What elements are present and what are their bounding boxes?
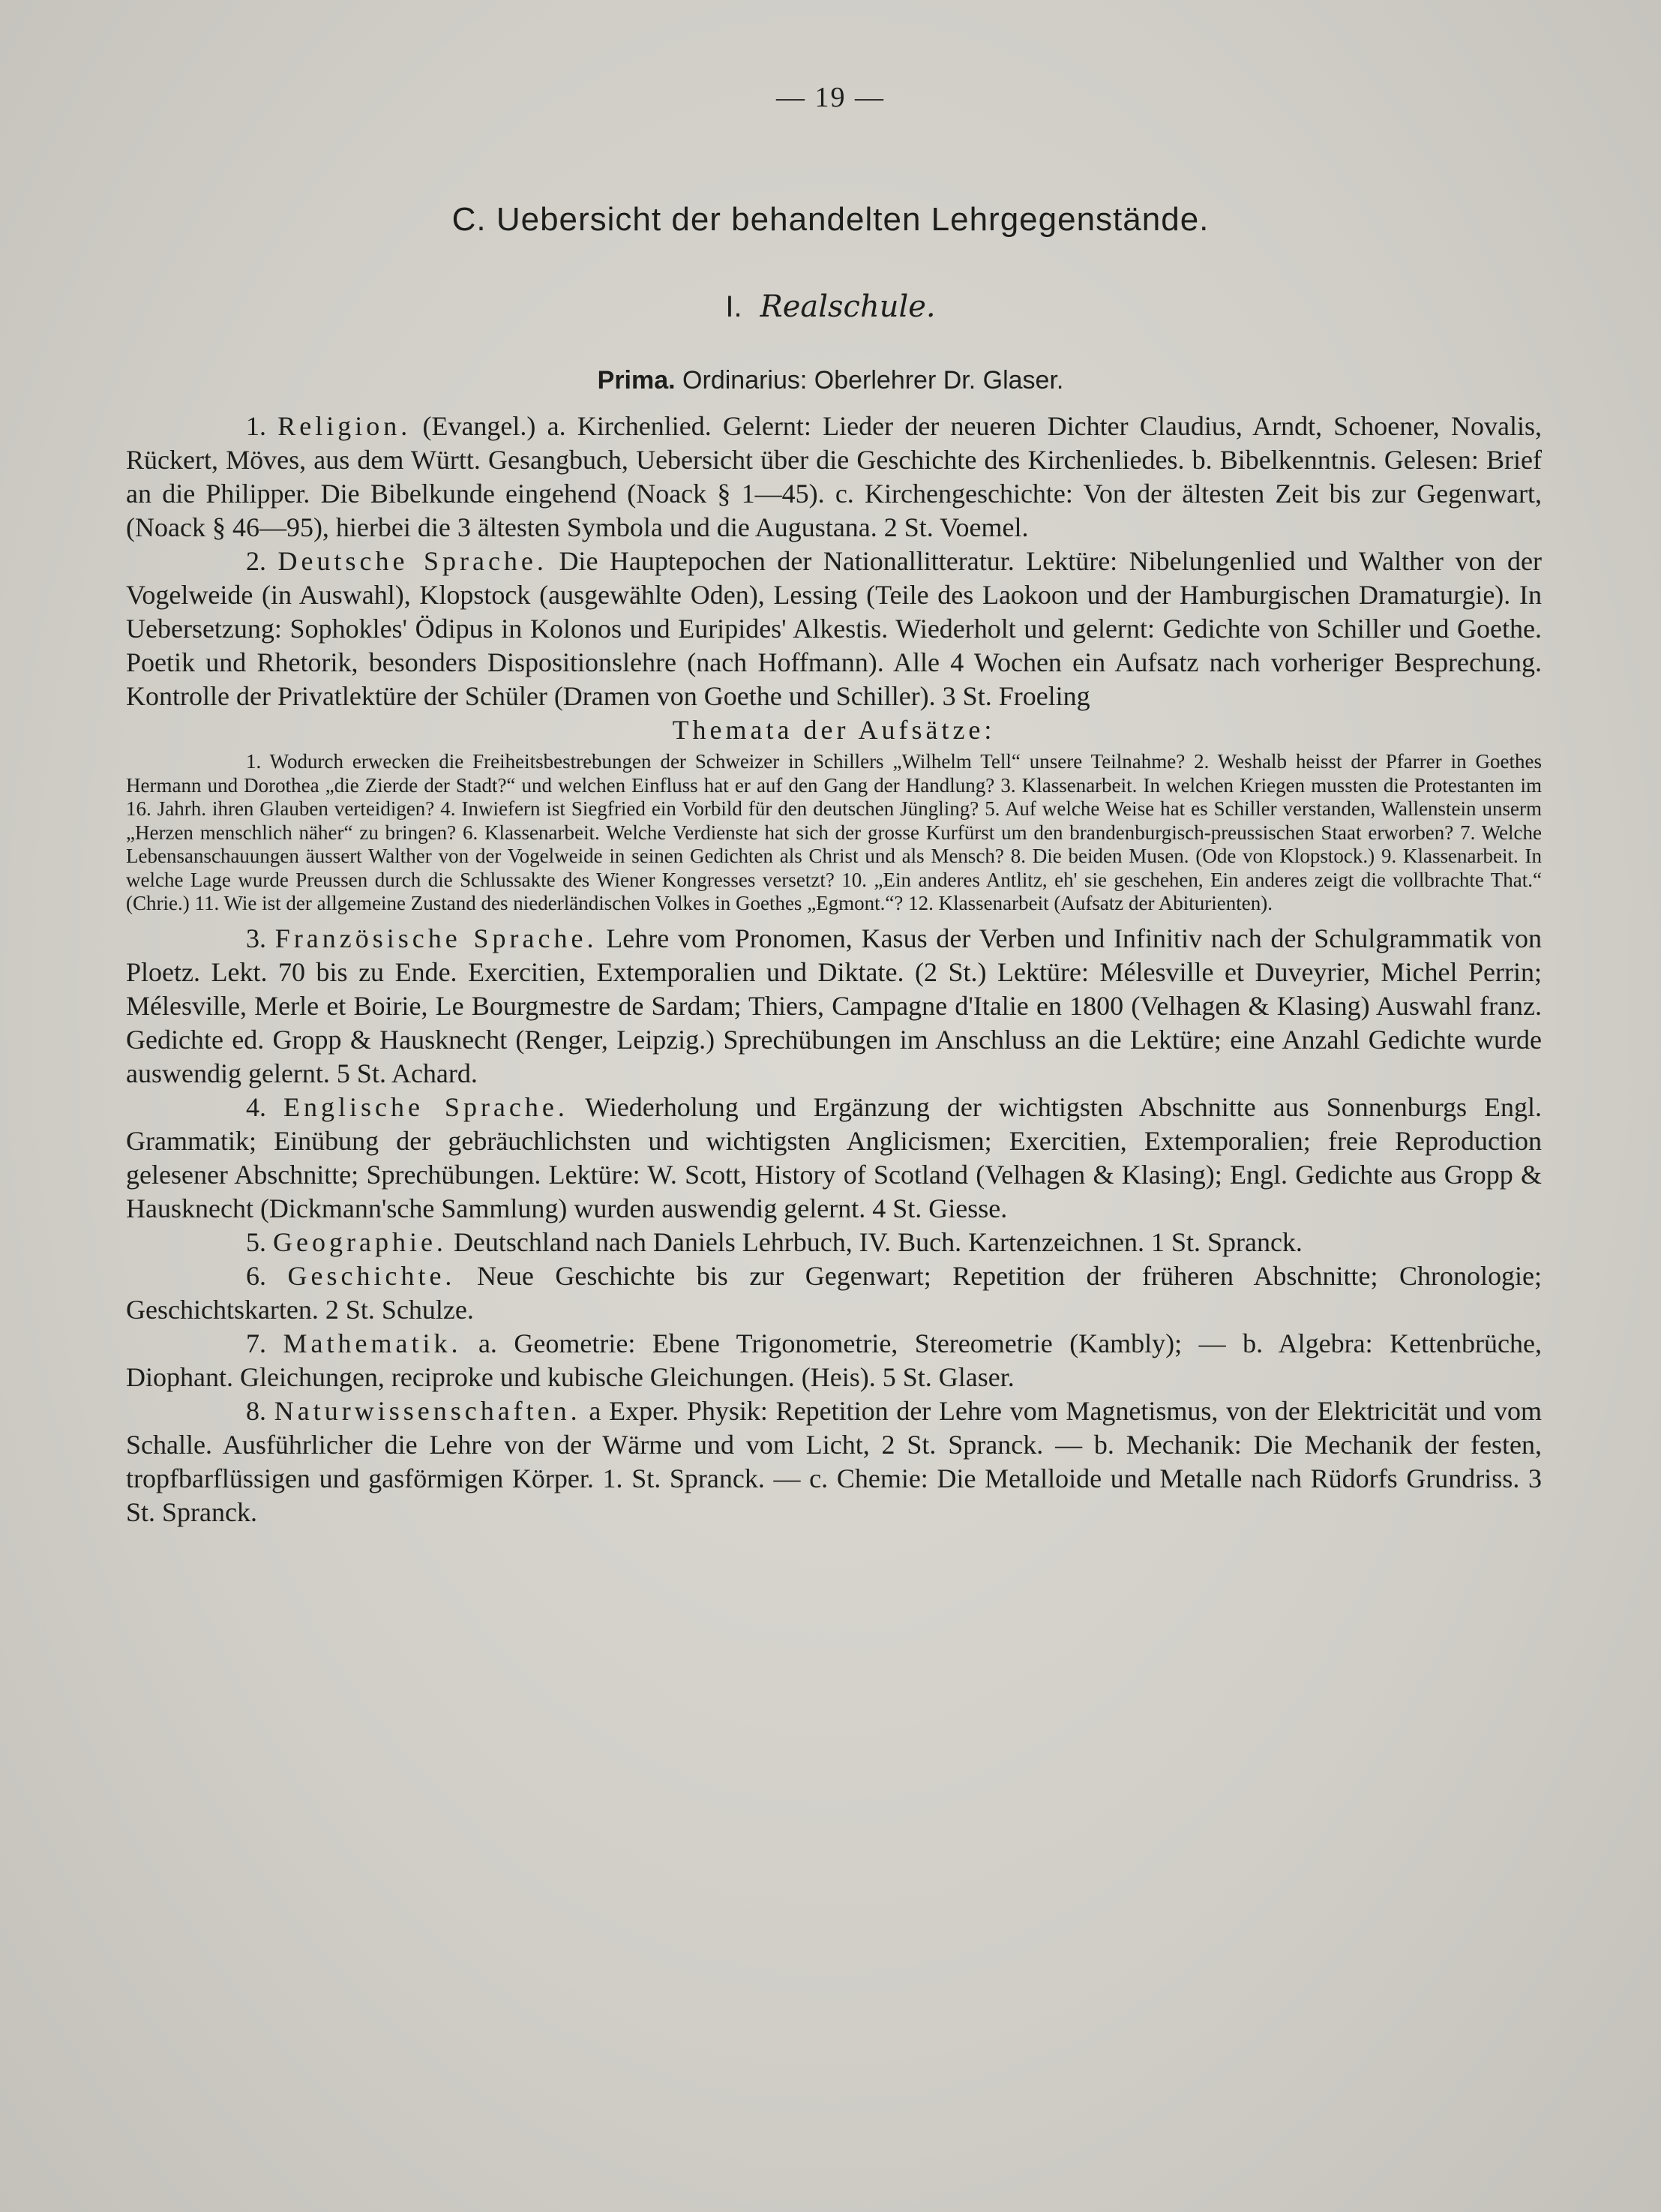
subject-title: Religion. [277, 411, 412, 441]
paragraph-naturwissenschaften: 8. Naturwissenschaften. a Exper. Physik: Repetition der Lehre vom Magnetismus, von der Elektricität und vom Schalle. Ausführlicher die Lehre von der Wärme und vom Licht, 2 St. Spranck. — b. Mechanik: Die Mechanik der festen, tropfbarflüssigen und gasförmigen Körper. 1. St. Spranck. — c. Chemie: Die Metalloide und Metalle nach Rüdorfs Grundriss. 3 St. Spranck. [126, 1395, 1543, 1527]
class-ordinarius: Ordinarius: Oberlehrer Dr. Glaser. [682, 366, 1064, 395]
subject-title: Naturwissenschaften. [274, 1395, 581, 1426]
paragraph-mathematik: 7. Mathematik. a. Geometrie: Ebene Trigonometrie, Stereometrie (Kambly); — b. Algebra: Kettenbrüche, Diophant. Gleichungen, reciproke und kubische Gleichungen. (Heis). 5 St. Glaser. [126, 1328, 1543, 1392]
document-body [126, 410, 1542, 1529]
paragraph-text: a Exper. Physik: Repetition der Lehre vom Magnetismus, von der Elektricität und vom Schalle. Ausführlicher die Lehre von der Wärme und vom Licht, 2 St. Spranck. — b. Mechanik: Die Mechanik der festen, tropfbarflüssigen und gasförmigen Körper. 1. St. Spranck. — c. Chemie: Die Metalloide und Metalle nach Rüdorfs Grundriss. 3 St. Spranck. [126, 1395, 1543, 1527]
paragraph-religion: 1. Religion. (Evangel.) a. Kirchenlied. Gelernt: Lieder der neueren Dichter Claudius, Arndt, Schoener, Novalis, Rückert, Möves, aus dem Württ. Gesangbuch, Uebersicht über die Geschichte des Kirchenliedes. b. Bibelkenntnis. Gelesen: Brief an die Philipper. Die Bibelkunde eingehend (Noack § 1—45). c. Kirchengeschichte: Von der ältesten Zeit bis zur Gegenwart, (Noack § 46—95), hierbei die 3 ältesten Symbola und die Augustana. 2 St. Voemel. [126, 411, 1543, 542]
page-title: C. Uebersicht der behandelten Lehrgegenstände. [451, 201, 1210, 238]
class-label: Prima. [597, 366, 676, 395]
class-heading [0, 366, 1661, 395]
subject-title: Französische Sprache. [274, 923, 598, 953]
paragraph-text: Wiederholung und Ergänzung der wichtigsten Abschnitte aus Sonnenburgs Engl. Grammatik; Einübung der gebräuchlichsten und wichtigsten Anglicismen; Exercitien, Extemporalien; freie Reproduction gelesener Abschnitte; Sprechübungen. Lektüre: W. Scott, History of Scotland (Velhagen & Klasing); Engl. Gedichte aus Gropp & Hausknecht (Dickmann'sche Sammlung) wurden auswendig gelernt. 4 St. Giesse. [126, 1091, 1543, 1223]
paragraph-deutsch: 2. Deutsche Sprache. Die Hauptepochen der Nationallitteratur. Lektüre: Nibelungenlied und Walther von der Vogelweide (in Auswahl), Klopstock (ausgewählte Oden), Lessing (Teile des Laokoon und der Hamburgischen Dramaturgie). In Uebersetzung: Sophokles' Ödipus in Kolonos und Euripides' Alkestis. Wiederholt und gelernt: Gedichte von Schiller und Goethe. Poetik und Rhetorik, besonders Dispositionslehre (nach Hoffmann). Alle 4 Wochen ein Aufsatz nach vorheriger Besprechung. Kontrolle der Privatlektüre der Schüler (Dramen von Goethe und Schiller). 3 St. Froeling [126, 546, 1543, 711]
subject-title: Geschichte. [287, 1260, 456, 1291]
subject-title: Deutsche Sprache. [277, 546, 547, 576]
section-subheading [0, 289, 1661, 324]
themata-list: 1. Wodurch erwecken die Freiheitsbestrebungen der Schweizer in Schillers „Wilhelm Tell“ unsere Teilnahme? 2. Weshalb heisst der Pfarrer in Goethes Hermann und Dorothea „die Zierde der Stadt?“ und welchen Einfluss hat er auf den Gang der Handlung? 3. Klassenarbeit. In welchen Kriegen mussten die Protestanten im 16. Jahrh. ihren Glauben verteidigen? 4. Inwiefern ist Siegfried ein Vorbild für den deutschen Jüngling? 5. Auf welche Weise hat es Schiller verstanden, Wallenstein unserm „Herzen menschlich näher“ zu bringen? 6. Klassenarbeit. Welche Verdienste hat sich der grosse Kurfürst um den brandenburgisch-preussischen Staat erworben? 7. Welche Lebensanschauungen äussert Walther von der Vogelweide in seinen Gedichten als Christ und als Mensch? 8. Die beiden Musen. (Ode von Klopstock.) 9. Klassenarbeit. In welche Lage wurde Preussen durch die Schlussakte des Wiener Kongresses versetzt? 10. „Ein anderes Antlitz, eh' sie geschehen, Ein anderes zeigt die vollbrachte That.“ (Chrie.) 11. Wie ist der allgemeine Zustand des niederländischen Volkes in Goethes „Egmont.“? 12. Klassenarbeit (Aufsatz der Abiturienten). [126, 750, 1542, 914]
paragraph-text: Deutschland nach Daniels Lehrbuch, IV. Buch. Kartenzeichnen. 1 St. Spranck. [453, 1226, 1303, 1257]
paragraph-geschichte: 6. Geschichte. Neue Geschichte bis zur Gegenwart; Repetition der früheren Abschnitte; Chronologie; Geschichtskarten. 2 St. Schulze. [126, 1260, 1543, 1325]
subject-title: Geographie. [273, 1226, 447, 1257]
paragraph-englisch: 4. Englische Sprache. Wiederholung und Ergänzung der wichtigsten Abschnitte aus Sonnenburgs Engl. Grammatik; Einübung der gebräuchlichsten und wichtigsten Anglicismen; Exercitien, Extemporalien; freie Reproduction gelesener Abschnitte; Sprechübungen. Lektüre: W. Scott, History of Scotland (Velhagen & Klasing); Engl. Gedichte aus Gropp & Hausknecht (Dickmann'sche Sammlung) wurden auswendig gelernt. 4 St. Giesse. [126, 1091, 1543, 1223]
subject-title: Mathematik. [283, 1328, 462, 1358]
paragraph-text: Lehre vom Pronomen, Kasus der Verben und Infinitiv nach der Schulgrammatik von Ploetz. Lekt. 70 bis zu Ende. Exercitien, Extemporalien und Diktate. (2 St.) Lektüre: Mélesville et Duveyrier, Michel Perrin; Mélesville, Merle et Boirie, Le Bourgmestre de Sardam; Thiers, Campagne d'Italie en 1800 (Velhagen & Klasing) Auswahl franz. Gedichte ed. Gropp & Hausknecht (Renger, Leipzig.) Sprechübungen im Anschluss an die Lektüre; eine Anzahl Gedichte wurde auswendig gelernt. 5 St. Achard. [126, 923, 1543, 1088]
themata-heading: Themata der Aufsätze: [672, 715, 996, 745]
subject-title: Englische Sprache. [283, 1091, 568, 1122]
subheading-number: I. [725, 290, 742, 323]
paragraph-text: Die Hauptepochen der Nationallitteratur. Lektüre: Nibelungenlied und Walther von der Vogelweide (in Auswahl), Klopstock (ausgewählte Oden), Lessing (Teile des Laokoon und der Hamburgischen Dramaturgie). In Uebersetzung: Sophokles' Ödipus in Kolonos und Euripides' Alkestis. Wiederholt und gelernt: Gedichte von Schiller und Goethe. Poetik und Rhetorik, besonders Dispositionslehre (nach Hoffmann). Alle 4 Wochen ein Aufsatz nach vorheriger Besprechung. Kontrolle der Privatlektüre der Schüler (Dramen von Goethe und Schiller). 3 St. Froeling [126, 546, 1543, 711]
page-number: — 19 — [776, 82, 885, 113]
paragraph-text: (Evangel.) a. Kirchenlied. Gelernt: Lieder der neueren Dichter Claudius, Arndt, Schoener, Novalis, Rückert, Möves, aus dem Württ. Gesangbuch, Uebersicht über die Geschichte des Kirchenliedes. b. Bibelkenntnis. Gelesen: Brief an die Philipper. Die Bibelkunde eingehend (Noack § 1—45). c. Kirchengeschichte: Von der ältesten Zeit bis zur Gegenwart, (Noack § 46—95), hierbei die 3 ältesten Symbola und die Augustana. 2 St. Voemel. [126, 411, 1543, 542]
paragraph-franzoesisch: 3. Französische Sprache. Lehre vom Pronomen, Kasus der Verben und Infinitiv nach der Schulgrammatik von Ploetz. Lekt. 70 bis zu Ende. Exercitien, Extemporalien und Diktate. (2 St.) Lektüre: Mélesville et Duveyrier, Michel Perrin; Mélesville, Merle et Boirie, Le Bourgmestre de Sardam; Thiers, Campagne d'Italie en 1800 (Velhagen & Klasing) Auswahl franz. Gedichte ed. Gropp & Hausknecht (Renger, Leipzig.) Sprechübungen im Anschluss an die Lektüre; eine Anzahl Gedichte wurde auswendig gelernt. 5 St. Achard. [126, 923, 1543, 1088]
paragraph-text: Neue Geschichte bis zur Gegenwart; Repetition der früheren Abschnitte; Chronologie; Geschichtskarten. 2 St. Schulze. [126, 1260, 1543, 1325]
paragraph-text: a. Geometrie: Ebene Trigonometrie, Stereometrie (Kambly); — b. Algebra: Kettenbrüche, Diophant. Gleichungen, reciproke und kubische Gleichungen. (Heis). 5 St. Glaser. [126, 1328, 1543, 1392]
paragraph-geographie: 5. Geographie. Deutschland nach Daniels Lehrbuch, IV. Buch. Kartenzeichnen. 1 St. Spranck. [246, 1226, 1303, 1257]
subheading-script: Realschule. [760, 290, 936, 324]
